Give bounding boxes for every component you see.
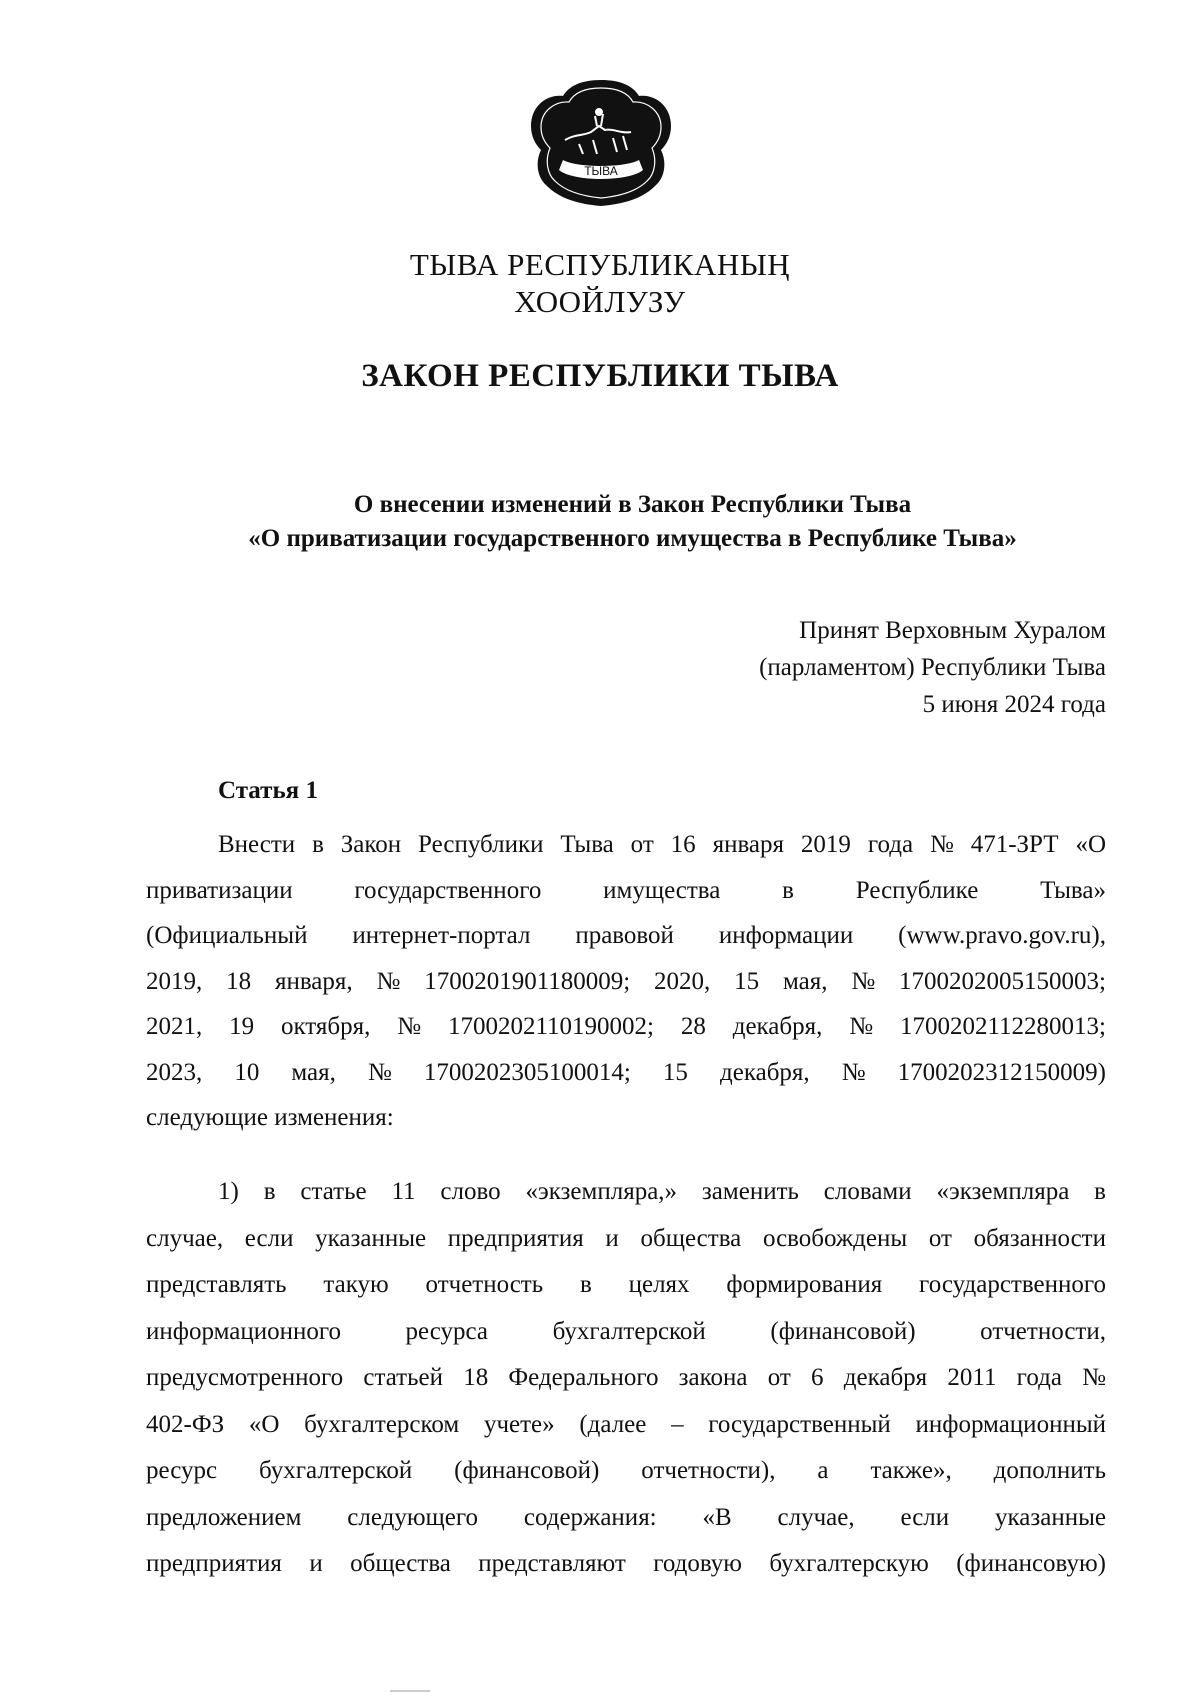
text-line: случае, если указанные предприятия и общества освобождены от обязанности xyxy=(146,1224,1106,1252)
text-line: 2019, 18 января, № 1700201901180009; 2020, 15 мая, № 1700202005150003; xyxy=(146,967,1106,995)
text-line: информационного ресурса бухгалтерской (финансовой) отчетности, xyxy=(146,1317,1106,1345)
adoption-line: Принят Верховным Хуралом xyxy=(799,617,1106,644)
law-title xyxy=(150,488,1115,556)
article-paragraph-2 xyxy=(146,1169,1106,1588)
emblem-label: ТЫВА xyxy=(584,164,618,178)
law-title-line: «О приватизации государственного имущества в Республике Тыва» xyxy=(248,525,1017,552)
adoption-date: 5 июня 2024 года xyxy=(922,691,1106,718)
text-line: предусмотренного статьей 18 Федерального закона от 6 декабря 2011 года № xyxy=(146,1364,1106,1391)
text-line: 2021, 19 октября, № 1700202110190002; 28 декабря, № 1700202112280013; xyxy=(146,1013,1106,1040)
scan-mark xyxy=(390,1690,430,1692)
text-line: следующие изменения: xyxy=(146,1104,394,1131)
text-line: приватизации государственного имущества в Республике Тыва» xyxy=(146,876,1106,904)
text-line: 1) в статье 11 слово «экземпляра,» заменить словами «экземпляра в xyxy=(218,1178,1106,1205)
text-line: (Официальный интернет-портал правовой информации (www.pravo.gov.ru), xyxy=(146,922,1106,949)
tuvan-heading-line: ХООЙЛУЗУ xyxy=(514,284,686,319)
text-line: 2023, 10 мая, № 1700202305100014; 15 декабря, № 1700202312150009) xyxy=(146,1058,1106,1086)
tuvan-heading xyxy=(0,246,1200,320)
law-title-line: О внесении изменений в Закон Республики Тыва xyxy=(353,491,912,518)
tuvan-heading-line: ТЫВА РЕСПУБЛИКАНЫҢ xyxy=(409,247,791,282)
article-paragraph-1 xyxy=(146,822,1106,1141)
law-heading: ЗАКОН РЕСПУБЛИКИ ТЫВА xyxy=(361,358,839,394)
adoption-line: (парламентом) Республики Тыва xyxy=(759,654,1106,681)
text-line: предприятия и общества представляют годовую бухгалтерскую (финансовую) xyxy=(146,1550,1106,1577)
article-heading: Статья 1 xyxy=(218,777,318,804)
adoption-block xyxy=(600,612,1106,723)
text-line: представлять такую отчетность в целях формирования государственного xyxy=(146,1271,1106,1298)
text-line: Внести в Закон Республики Тыва от 16 января 2019 года № 471-ЗРТ «О xyxy=(218,831,1106,858)
text-line: 402-ФЗ «О бухгалтерском учете» (далее – государственный информационный xyxy=(146,1410,1106,1438)
text-line: ресурс бухгалтерской (финансовой) отчетности), а также», дополнить xyxy=(146,1457,1106,1484)
text-line: предложением следующего содержания: «В случае, если указанные xyxy=(146,1503,1106,1531)
republic-emblem xyxy=(521,74,681,214)
